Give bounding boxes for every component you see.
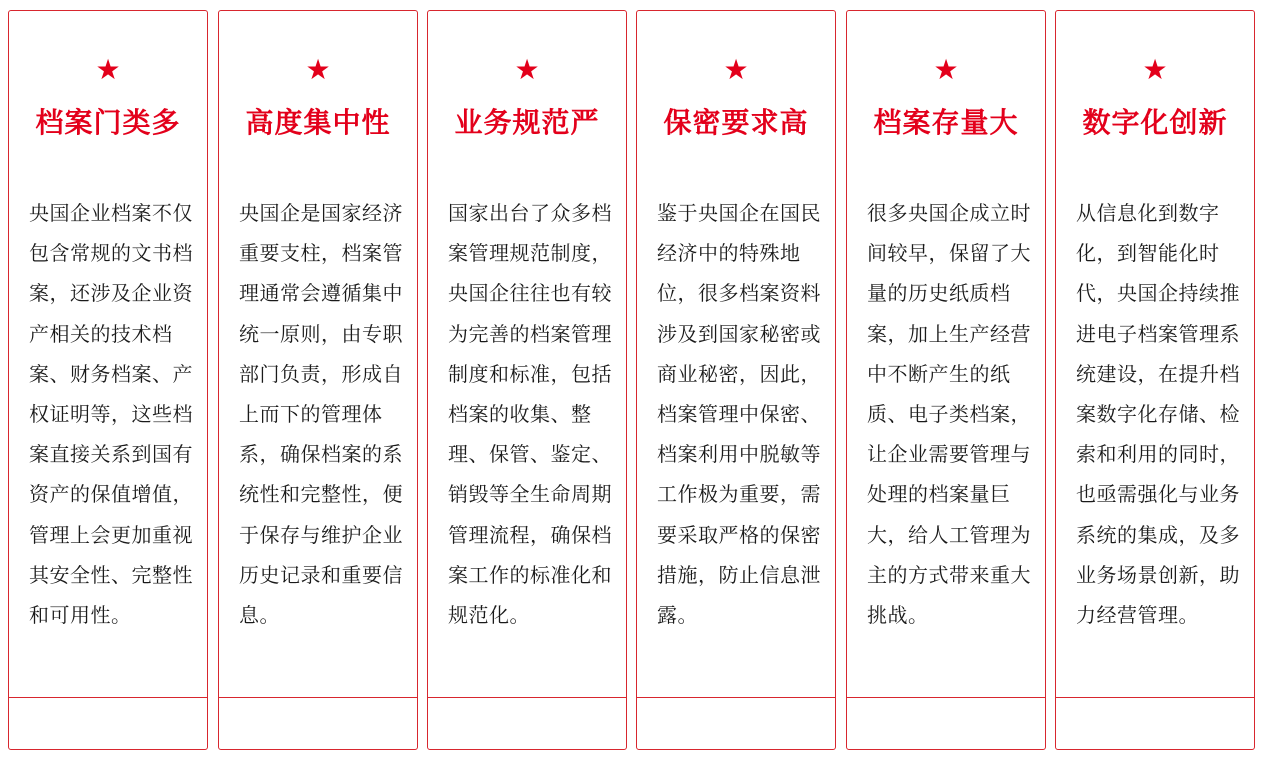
card-high-centralization [218, 10, 418, 750]
card-description: 从信息化到数字化，到智能化时代，央国企持续推进电子档案管理系统建设，在提升档案数字化存储、检索和利用的同时，也亟需强化与业务系统的集成，及多业务场景创新，助力经营管理。 [1076, 201, 1240, 628]
red-star-icon: ★ [514, 53, 540, 86]
card-title: 保密要求高 [663, 106, 809, 139]
card-strict-standards [427, 10, 627, 750]
card-confidentiality [636, 10, 836, 750]
red-star-icon: ★ [305, 53, 331, 86]
red-star-icon: ★ [933, 53, 959, 86]
card-title: 高度集中性 [245, 106, 391, 139]
card-footer [1056, 699, 1254, 749]
red-star-icon: ★ [95, 53, 121, 86]
red-star-icon: ★ [1142, 53, 1168, 86]
card-description: 鉴于央国企在国民经济中的特殊地位，很多档案资料涉及到国家秘密或商业秘密，因此，档案管理中保密、档案利用中脱敏等工作极为重要，需要采取严格的保密措施，防止信息泄露。 [657, 201, 821, 628]
card-large-volume [846, 10, 1046, 750]
card-title: 数字化创新 [1082, 106, 1228, 139]
card-divider [1056, 697, 1254, 698]
card-description: 国家出台了众多档案管理规范制度，央国企往往也有较为完善的档案管理制度和标准，包括档案的收集、整理、保管、鉴定、销毁等全生命周期管理流程，确保档案工作的标准化和规范化。 [448, 201, 612, 628]
card-footer [637, 699, 835, 749]
card-digital-innovation [1055, 10, 1255, 750]
card-divider [219, 697, 417, 698]
feature-cards-row [8, 10, 1258, 752]
card-divider [428, 697, 626, 698]
card-title: 档案门类多 [35, 106, 181, 139]
card-divider [9, 697, 207, 698]
card-divider [637, 697, 835, 698]
card-description: 央国企业档案不仅包含常规的文书档案，还涉及企业资产相关的技术档案、财务档案、产权证明等，这些档案直接关系到国有资产的保值增值，管理上会更加重视其安全性、完整性和可用性。 [29, 201, 193, 628]
card-title: 档案存量大 [873, 106, 1019, 139]
card-description: 央国企是国家经济重要支柱，档案管理通常会遵循集中统一原则，由专职部门负责，形成自上而下的管理体系，确保档案的系统性和完整性，便于保存与维护企业历史记录和重要信息。 [239, 201, 403, 628]
card-footer [9, 699, 207, 749]
red-star-icon: ★ [723, 53, 749, 86]
card-archive-categories [8, 10, 208, 750]
card-title: 业务规范严 [454, 106, 600, 139]
card-footer [847, 699, 1045, 749]
card-footer [219, 699, 417, 749]
card-divider [847, 697, 1045, 698]
card-footer [428, 699, 626, 749]
card-description: 很多央国企成立时间较早，保留了大量的历史纸质档案，加上生产经营中不断产生的纸质、电子类档案，让企业需要管理与处理的档案量巨大，给人工管理为主的方式带来重大挑战。 [867, 201, 1031, 628]
